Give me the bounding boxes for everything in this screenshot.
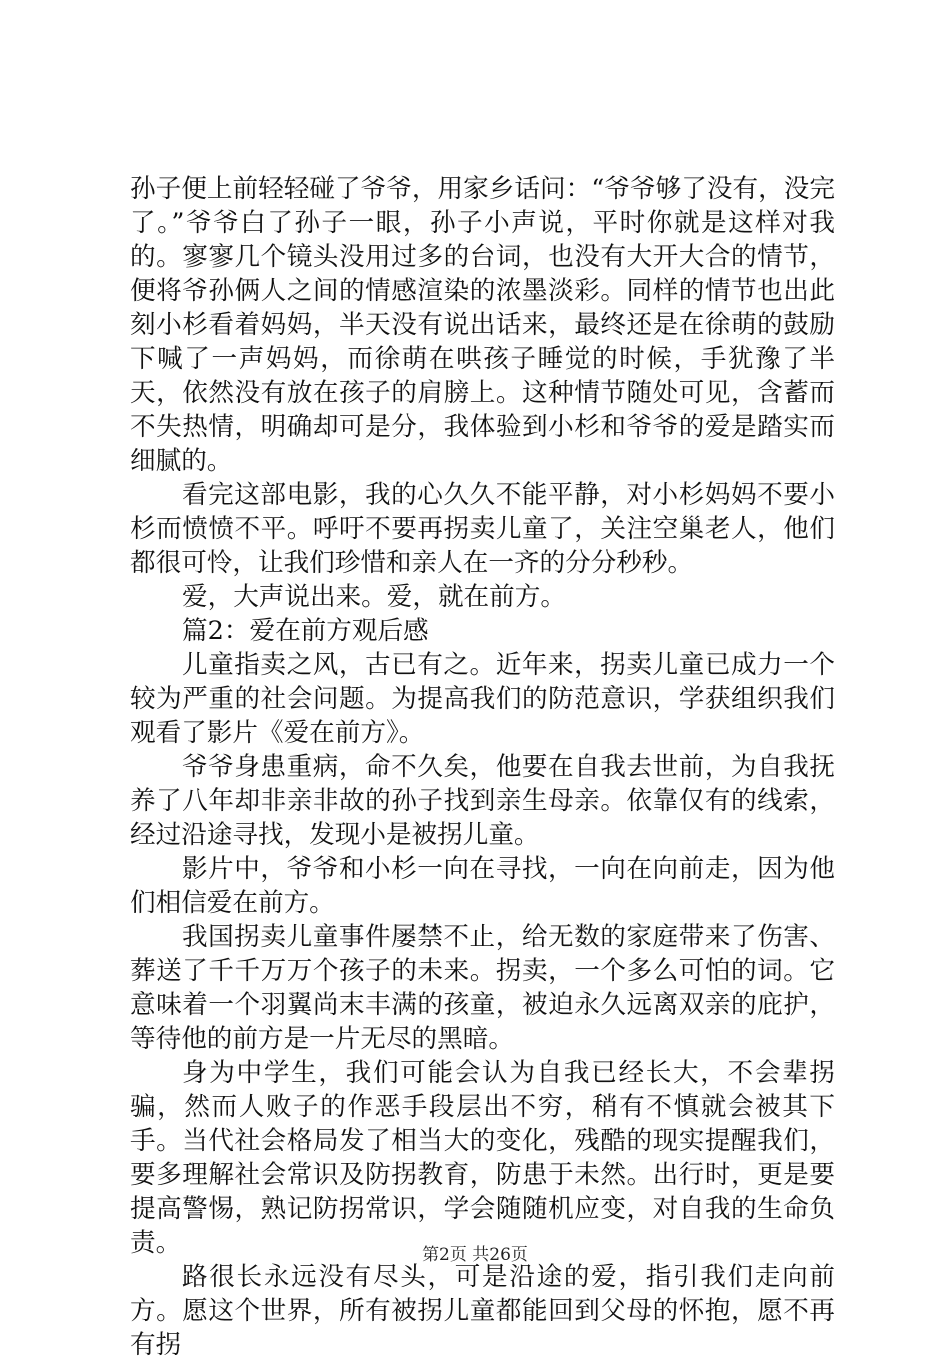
paragraph: 我国拐卖儿童事件屡禁不止，给无数的家庭带来了伤害、葬送了千千万万个孩子的未来。拐卖，一个多么可怕的词。它意味着一个羽翼尚末丰满的孩童，被迫永久远离双亲的庇护，等待他的前方是一片无尽的黑暗。 [130,922,835,1054]
paragraph-continuation: 孙子便上前轻轻碰了爷爷，用家乡话问：“爷爷够了没有，没完了。”爷爷白了孙子一眼，孙子小声说，平时你就是这样对我的。寥寥几个镜头没用过多的台词，也没有大开大合的情节，便将爷孙俩人之间的情感渲染的浓墨淡彩。同样的情节也出此刻小杉看着妈妈，半天没有说出话来，最终还是在徐萌的鼓励下喊了一声妈妈，而徐萌在哄孩子睡觉的时候，手犹豫了半天，依然没有放在孩子的肩膀上。这种情节随处可见，含蓄而不失热情，明确却可是分，我体验到小杉和爷爷的爱是踏实而细腻的。 [130,174,835,476]
document-body [130,172,835,1362]
paragraph: 看完这部电影，我的心久久不能平静，对小杉妈妈不要小杉而愤愤不平。呼吁不要再拐卖儿童了，关注空巢老人，他们都很可怜，让我们珍惜和亲人在一齐的分分秒秒。 [130,480,835,578]
paragraph: 身为中学生，我们可能会认为自我已经长大，不会辈拐骗，然而人败子的作恶手段层出不穷，稍有不慎就会被其下手。当代社会格局发了相当大的变化，残酷的现实提醒我们，要多理解社会常识及防拐教育，防患于未然。出行时，更是要提高警惕，熟记防拐常识，学会随随机应变，对自我的生命负责。 [130,1058,835,1258]
paragraph: 路很长永远没有尽头，可是沿途的爱，指引我们走向前方。愿这个世界，所有被拐儿童都能回到父母的怀抱，愿不再有拐 [130,1262,835,1360]
paragraph: 爱，大声说出来。爱，就在前方。 [182,582,566,612]
paragraph: 儿童指卖之风，古已有之。近年来，拐卖儿童已成力一个较为严重的社会问题。为提高我们的防范意识，学获组织我们观看了影片《爱在前方》。 [130,650,835,748]
section-heading: 篇2：爱在前方观后感 [182,616,429,646]
paragraph: 爷爷身患重病，命不久矣，他要在自我去世前，为自我抚养了八年却非亲非故的孙子找到亲生母亲。依靠仅有的线索，经过沿途寻找，发现小是被拐儿童。 [130,752,835,850]
page-number-footer: 第2页 共26页 [422,1245,528,1265]
paragraph: 影片中，爷爷和小杉一向在寻找，一向在向前走，因为他们相信爱在前方。 [130,854,835,918]
